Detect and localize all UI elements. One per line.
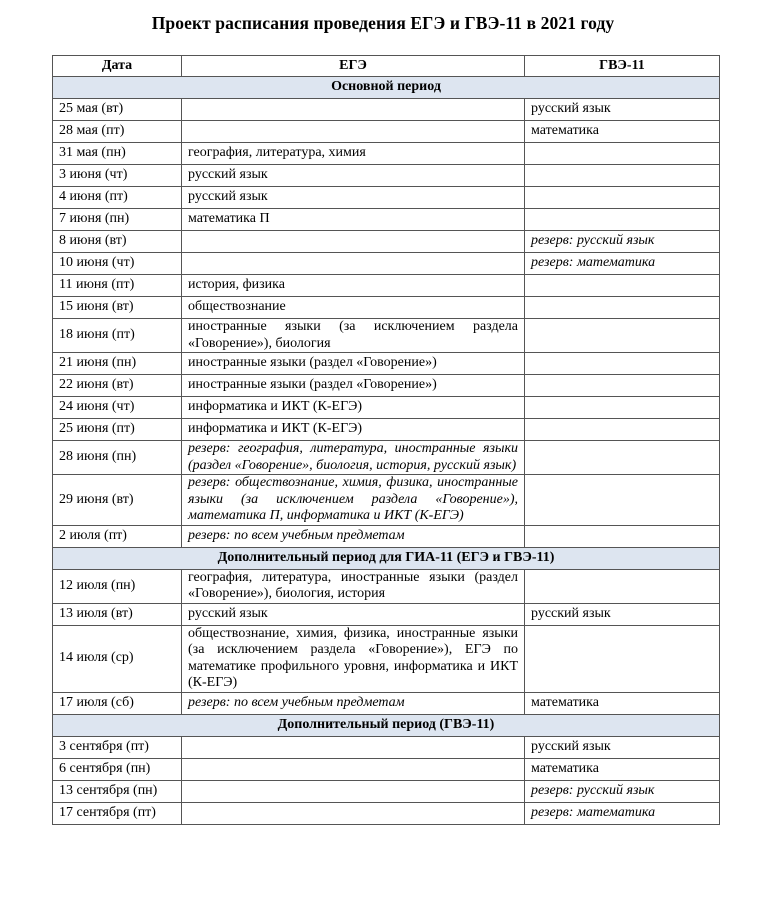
- ege-cell: [182, 99, 525, 121]
- date-cell: 12 июля (пн): [53, 569, 182, 603]
- table-row: [53, 253, 720, 275]
- table-row: [53, 780, 720, 802]
- ege-cell: [182, 231, 525, 253]
- table-row: [53, 569, 720, 603]
- ege-cell: география, литература, химия: [182, 143, 525, 165]
- ege-cell: русский язык: [182, 165, 525, 187]
- document-title: Проект расписания проведения ЕГЭ и ГВЭ-11 в 2021 году: [151, 13, 615, 33]
- table-row: [53, 99, 720, 121]
- section-header-row: [53, 547, 720, 569]
- table-row: [53, 441, 720, 475]
- date-cell: 28 мая (пт): [53, 121, 182, 143]
- gve-cell: [525, 209, 720, 231]
- section-title: Основной период: [53, 77, 720, 99]
- ege-cell: обществознание, химия, физика, иностранные языки (за исключением раздела «Говорение»), ЕГЭ по математике профильного уровня, информатика и ИКТ (К-ЕГЭ): [182, 625, 525, 692]
- gve-cell: математика: [525, 758, 720, 780]
- column-header-ege: ЕГЭ: [182, 56, 525, 77]
- ege-cell: [182, 758, 525, 780]
- ege-cell: [182, 253, 525, 275]
- ege-cell: обществознание: [182, 297, 525, 319]
- date-cell: 31 мая (пн): [53, 143, 182, 165]
- ege-cell: информатика и ИКТ (К-ЕГЭ): [182, 397, 525, 419]
- gve-cell: [525, 525, 720, 547]
- table-row: [53, 165, 720, 187]
- gve-cell: [525, 297, 720, 319]
- date-cell: 11 июня (пт): [53, 275, 182, 297]
- column-header-gve: ГВЭ-11: [525, 56, 720, 77]
- ege-cell: русский язык: [182, 187, 525, 209]
- ege-cell: информатика и ИКТ (К-ЕГЭ): [182, 419, 525, 441]
- table-row: [53, 475, 720, 526]
- ege-cell: иностранные языки (раздел «Говорение»): [182, 375, 525, 397]
- section-title: Дополнительный период (ГВЭ-11): [53, 714, 720, 736]
- date-cell: 25 июня (пт): [53, 419, 182, 441]
- date-cell: 25 мая (вт): [53, 99, 182, 121]
- date-cell: 4 июня (пт): [53, 187, 182, 209]
- table-row: [53, 758, 720, 780]
- gve-cell: русский язык: [525, 99, 720, 121]
- ege-cell: русский язык: [182, 603, 525, 625]
- gve-cell: русский язык: [525, 603, 720, 625]
- date-cell: 6 сентября (пн): [53, 758, 182, 780]
- ege-cell: [182, 736, 525, 758]
- ege-cell: история, физика: [182, 275, 525, 297]
- gve-cell: [525, 375, 720, 397]
- ege-cell: [182, 780, 525, 802]
- ege-cell: резерв: по всем учебным предметам: [182, 525, 525, 547]
- table-row: [53, 375, 720, 397]
- table-row: [53, 419, 720, 441]
- date-cell: 3 сентября (пт): [53, 736, 182, 758]
- gve-cell: [525, 625, 720, 692]
- gve-cell: [525, 475, 720, 526]
- table-row: [53, 319, 720, 353]
- ege-cell: [182, 121, 525, 143]
- date-cell: 14 июля (ср): [53, 625, 182, 692]
- gve-cell: русский язык: [525, 736, 720, 758]
- date-cell: 28 июня (пн): [53, 441, 182, 475]
- date-cell: 13 сентября (пн): [53, 780, 182, 802]
- table-row: [53, 297, 720, 319]
- gve-cell: [525, 419, 720, 441]
- date-cell: 22 июня (вт): [53, 375, 182, 397]
- ege-cell: иностранные языки (за исключением раздела «Говорение»), биология: [182, 319, 525, 353]
- gve-cell: [525, 187, 720, 209]
- date-cell: 10 июня (чт): [53, 253, 182, 275]
- ege-cell: резерв: обществознание, химия, физика, иностранные языки (за исключением раздела «Говорение»), математика П, информатика и ИКТ (К-ЕГЭ): [182, 475, 525, 526]
- table-row: [53, 353, 720, 375]
- header-row: [53, 56, 720, 77]
- gve-cell: [525, 143, 720, 165]
- gve-cell: резерв: математика: [525, 253, 720, 275]
- table-row: [53, 736, 720, 758]
- table-row: [53, 692, 720, 714]
- date-cell: 17 июля (сб): [53, 692, 182, 714]
- column-header-date: Дата: [53, 56, 182, 77]
- table-row: [53, 525, 720, 547]
- ege-cell: [182, 802, 525, 824]
- table-row: [53, 187, 720, 209]
- table-row: [53, 603, 720, 625]
- table-row: [53, 143, 720, 165]
- gve-cell: математика: [525, 692, 720, 714]
- date-cell: 17 сентября (пт): [53, 802, 182, 824]
- schedule-table: [52, 55, 720, 825]
- table-row: [53, 121, 720, 143]
- date-cell: 29 июня (вт): [53, 475, 182, 526]
- date-cell: 15 июня (вт): [53, 297, 182, 319]
- date-cell: 2 июля (пт): [53, 525, 182, 547]
- gve-cell: [525, 397, 720, 419]
- gve-cell: [525, 275, 720, 297]
- date-cell: 3 июня (чт): [53, 165, 182, 187]
- table-row: [53, 802, 720, 824]
- date-cell: 8 июня (вт): [53, 231, 182, 253]
- ege-cell: резерв: география, литература, иностранные языки (раздел «Говорение», биология, история, русский язык): [182, 441, 525, 475]
- gve-cell: [525, 569, 720, 603]
- section-header-row: [53, 714, 720, 736]
- table-row: [53, 209, 720, 231]
- ege-cell: резерв: по всем учебным предметам: [182, 692, 525, 714]
- ege-cell: математика П: [182, 209, 525, 231]
- table-row: [53, 231, 720, 253]
- date-cell: 7 июня (пн): [53, 209, 182, 231]
- table-row: [53, 625, 720, 692]
- section-title: Дополнительный период для ГИА-11 (ЕГЭ и ГВЭ-11): [53, 547, 720, 569]
- date-cell: 21 июня (пн): [53, 353, 182, 375]
- gve-cell: [525, 165, 720, 187]
- ege-cell: иностранные языки (раздел «Говорение»): [182, 353, 525, 375]
- gve-cell: резерв: математика: [525, 802, 720, 824]
- gve-cell: [525, 319, 720, 353]
- date-cell: 18 июня (пт): [53, 319, 182, 353]
- table-row: [53, 275, 720, 297]
- ege-cell: география, литература, иностранные языки (раздел «Говорение»), биология, история: [182, 569, 525, 603]
- gve-cell: [525, 441, 720, 475]
- gve-cell: резерв: русский язык: [525, 231, 720, 253]
- gve-cell: резерв: русский язык: [525, 780, 720, 802]
- table-row: [53, 397, 720, 419]
- section-header-row: [53, 77, 720, 99]
- schedule-body: [53, 77, 720, 825]
- date-cell: 13 июля (вт): [53, 603, 182, 625]
- gve-cell: [525, 353, 720, 375]
- gve-cell: математика: [525, 121, 720, 143]
- date-cell: 24 июня (чт): [53, 397, 182, 419]
